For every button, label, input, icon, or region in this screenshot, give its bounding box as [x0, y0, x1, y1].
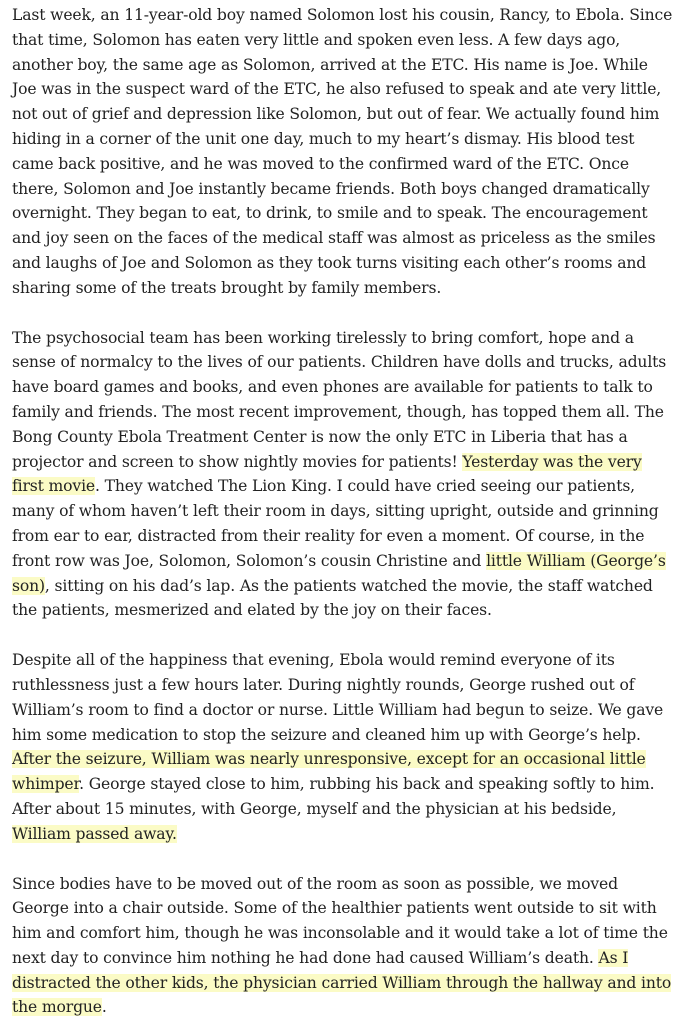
paragraph-3	[12, 648, 673, 846]
text-segment: Despite all of the happiness that evening, Ebola would remind everyone of its ruthlessness just a few hours later. During nightly rounds, George rushed out of William’s room to find a doctor or nurse. Little William had begun to seize. We gave him some medication to stop the seizure and cleaned him up with George’s help.	[12, 651, 663, 743]
text-segment: The psychosocial team has been working tirelessly to bring comfort, hope and a sense of normalcy to the lives of our patients. Children have dolls and trucks, adults have board games and books, and even phones are available for patients to talk to family and friends. The most recent improvement, though, has topped them all. The Bong County Ebola Treatment Center is now the only ETC in Liberia that has a projector and screen to show nightly movies for patients!	[12, 329, 666, 471]
text-segment: .	[102, 998, 107, 1016]
paragraph-1	[12, 3, 673, 301]
highlighted-text: William passed away.	[12, 825, 177, 843]
highlighted-text: Yesterday was the very first movie	[12, 453, 642, 496]
paragraph-4	[12, 872, 673, 1020]
text-segment: . George stayed close to him, rubbing his back and speaking softly to him. After about 15 minutes, with George, myself and the physician at his bedside,	[12, 775, 654, 818]
text-segment: Last week, an 11-year-old boy named Solomon lost his cousin, Rancy, to Ebola. Since that time, Solomon has eaten very little and spoken even less. A few days ago, another boy, the same age as Solomon, arrived at the ETC. His name is Joe. While Joe was in the suspect ward of the ETC, he also refused to speak and ate very little, not out of grief and depression like Solomon, but out of fear. We actually found him hiding in a corner of the unit one day, much to my heart’s dismay. His blood test came back positive, and he was moved to the confirmed ward of the ETC. Once there, Solomon and Joe instantly became friends. Both boys changed dramatically overnight. They began to eat, to drink, to smile and to speak. The encouragement and joy seen on the faces of the medical staff was almost as priceless as the smiles and laughs of Joe and Solomon as they took turns visiting each other’s rooms and sharing some of the treats brought by family members.	[12, 6, 672, 297]
highlighted-text: little William (George’s son)	[12, 552, 666, 595]
highlighted-text: After the seizure, William was nearly unresponsive, except for an occasional little whimper	[12, 750, 646, 793]
paragraph-2	[12, 326, 673, 624]
highlighted-text: As I distracted the other kids, the physician carried William through the hallway and into the morgue	[12, 949, 671, 1017]
text-segment: . They watched The Lion King. I could have cried seeing our patients, many of whom haven’t left their room in days, sitting upright, outside and grinning from ear to ear, distracted from their reality for even a moment. Of course, in the front row was Joe, Solomon, Solomon’s cousin Christine and	[12, 477, 659, 569]
text-segment: Since bodies have to be moved out of the room as soon as possible, we moved George into a chair outside. Some of the healthier patients went outside to sit with him and comfort him, though he was inconsolable and it would take a lot of time the next day to convince him nothing he had done had caused William’s death.	[12, 875, 668, 967]
text-segment: , sitting on his dad’s lap. As the patients watched the movie, the staff watched the patients, mesmerized and elated by the joy on their faces.	[12, 577, 653, 620]
